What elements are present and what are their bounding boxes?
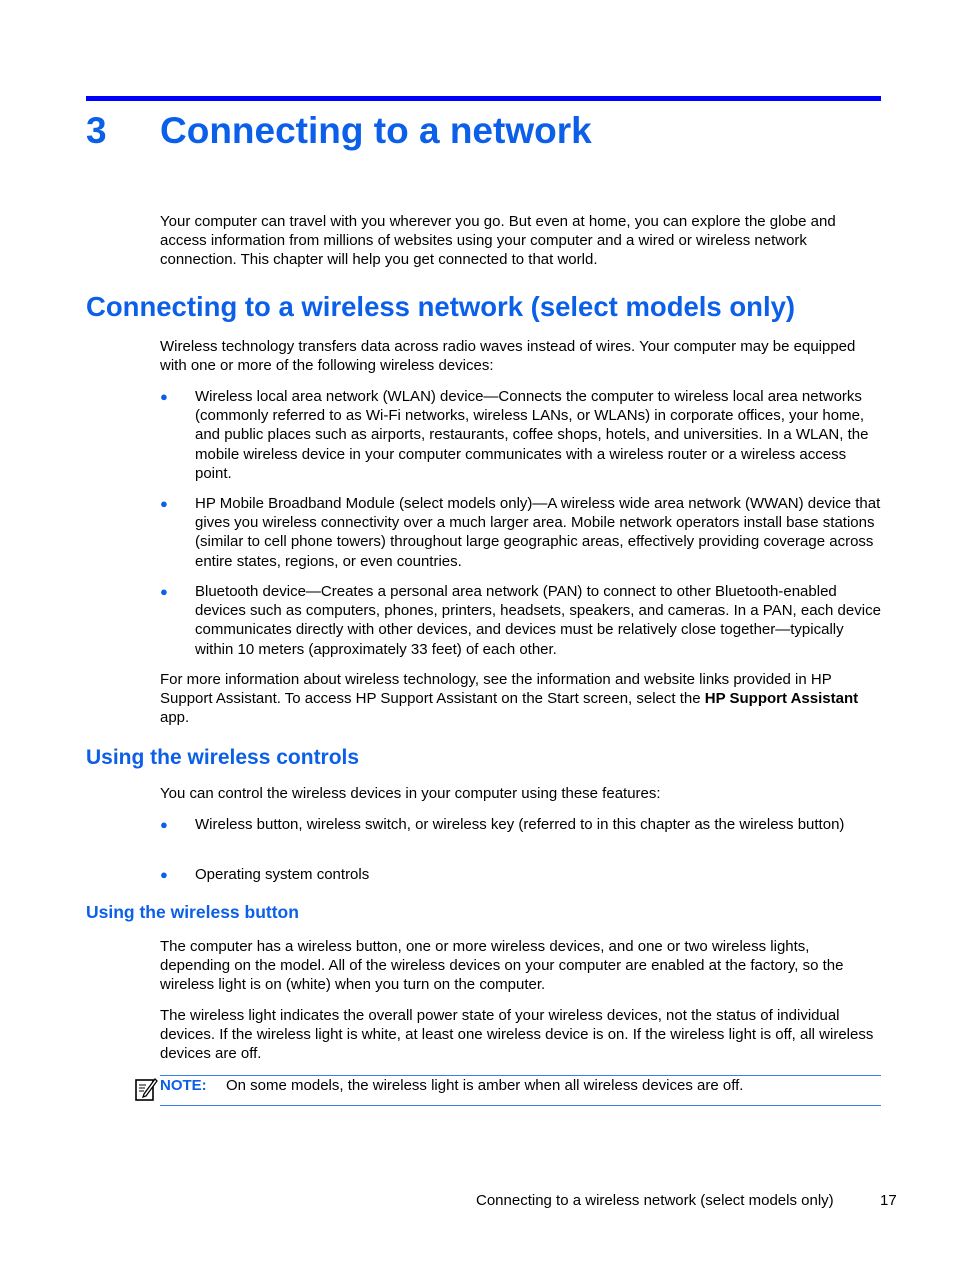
bullet-icon: ● <box>160 389 168 404</box>
list-item-text: Wireless button, wireless switch, or wireless key (referred to in this chapter as the wireless button) <box>195 816 845 833</box>
note-pencil-icon <box>134 1076 158 1102</box>
section-heading-wireless-button: Using the wireless button <box>86 902 299 922</box>
bullet-icon: ● <box>160 584 168 599</box>
more-info-paragraph <box>160 670 882 728</box>
hp-support-assistant-app-name: HP Support Assistant <box>704 690 859 708</box>
list-item-text: Operating system controls <box>195 866 370 883</box>
more-info-text-end: app. <box>160 709 190 727</box>
wireless-light-paragraph: The wireless light indicates the overall power state of your wireless devices, not the status of individual devices. If the wireless light is white, at least one wireless device is on. If the wireless light is off, all wireless devices are off. <box>160 1007 874 1063</box>
list-item-text: HP Mobile Broadband Module (select models only)—A wireless wide area network (WWAN) device that gives you wireless connectivity over a much larger area. Mobile network operators install base stations (similar to cell phone towers) throughout large geographic areas, effectively providing coverage across entire states, regions, or even countries. <box>195 495 881 570</box>
bullet-icon: ● <box>160 496 168 511</box>
chapter-title: Connecting to a network <box>160 110 592 151</box>
section-heading-wireless-controls: Using the wireless controls <box>86 746 360 769</box>
wireless-controls-paragraph: You can control the wireless devices in your computer using these features: <box>160 785 661 802</box>
chapter-rule <box>86 96 881 101</box>
note-label: NOTE: <box>160 1077 207 1094</box>
list-item-text: Wireless local area network (WLAN) device—Connects the computer to wireless local area networks (commonly referred to as Wi-Fi networks, wireless LANs, or WLANs) in corporate offices, your home, and public places such as airports, restaurants, coffee shops, hotels, and universities. In a WLAN, the mobile wireless device in your computer communicates with a wireless router or a wireless access point. <box>195 388 869 482</box>
note-text: On some models, the wireless light is amber when all wireless devices are off. <box>226 1077 744 1094</box>
chapter-number: 3 <box>86 110 107 151</box>
intro-paragraph: Your computer can travel with you wherever you go. But even at home, you can explore the globe and access information from millions of websites using your computer and a wired or wireless network connection. This chapter will help you get connected to that world. <box>160 213 836 269</box>
wireless-button-paragraph: The computer has a wireless button, one or more wireless devices, and one or two wireless lights, depending on the model. All of the wireless devices on your computer are enabled at the factory, so the wireless light is on (white) when you turn on the computer. <box>160 938 844 994</box>
more-info-text: For more information about wireless technology, see the information and website links provided in HP Support Assistant. To access HP Support Assistant on the Start screen, select the <box>160 671 832 708</box>
list-item-text: Bluetooth device—Creates a personal area network (PAN) to connect to other Bluetooth-enabled devices such as computers, phones, printers, headsets, speakers, and cameras. In a PAN, each device communicates directly with other devices, and devices must be relatively close together—typically within 10 meters (approximately 33 feet) of each other. <box>195 583 881 658</box>
wireless-intro-paragraph: Wireless technology transfers data across radio waves instead of wires. Your computer may be equipped with one or more of the following wireless devices: <box>160 338 856 375</box>
page-number: 17 <box>880 1192 897 1209</box>
bullet-icon: ● <box>160 817 168 832</box>
section-heading-wireless-network: Connecting to a wireless network (select models only) <box>86 291 796 322</box>
note-box <box>160 1075 881 1106</box>
footer-section-title: Connecting to a wireless network (select models only) <box>476 1192 834 1209</box>
bullet-icon: ● <box>160 867 168 882</box>
